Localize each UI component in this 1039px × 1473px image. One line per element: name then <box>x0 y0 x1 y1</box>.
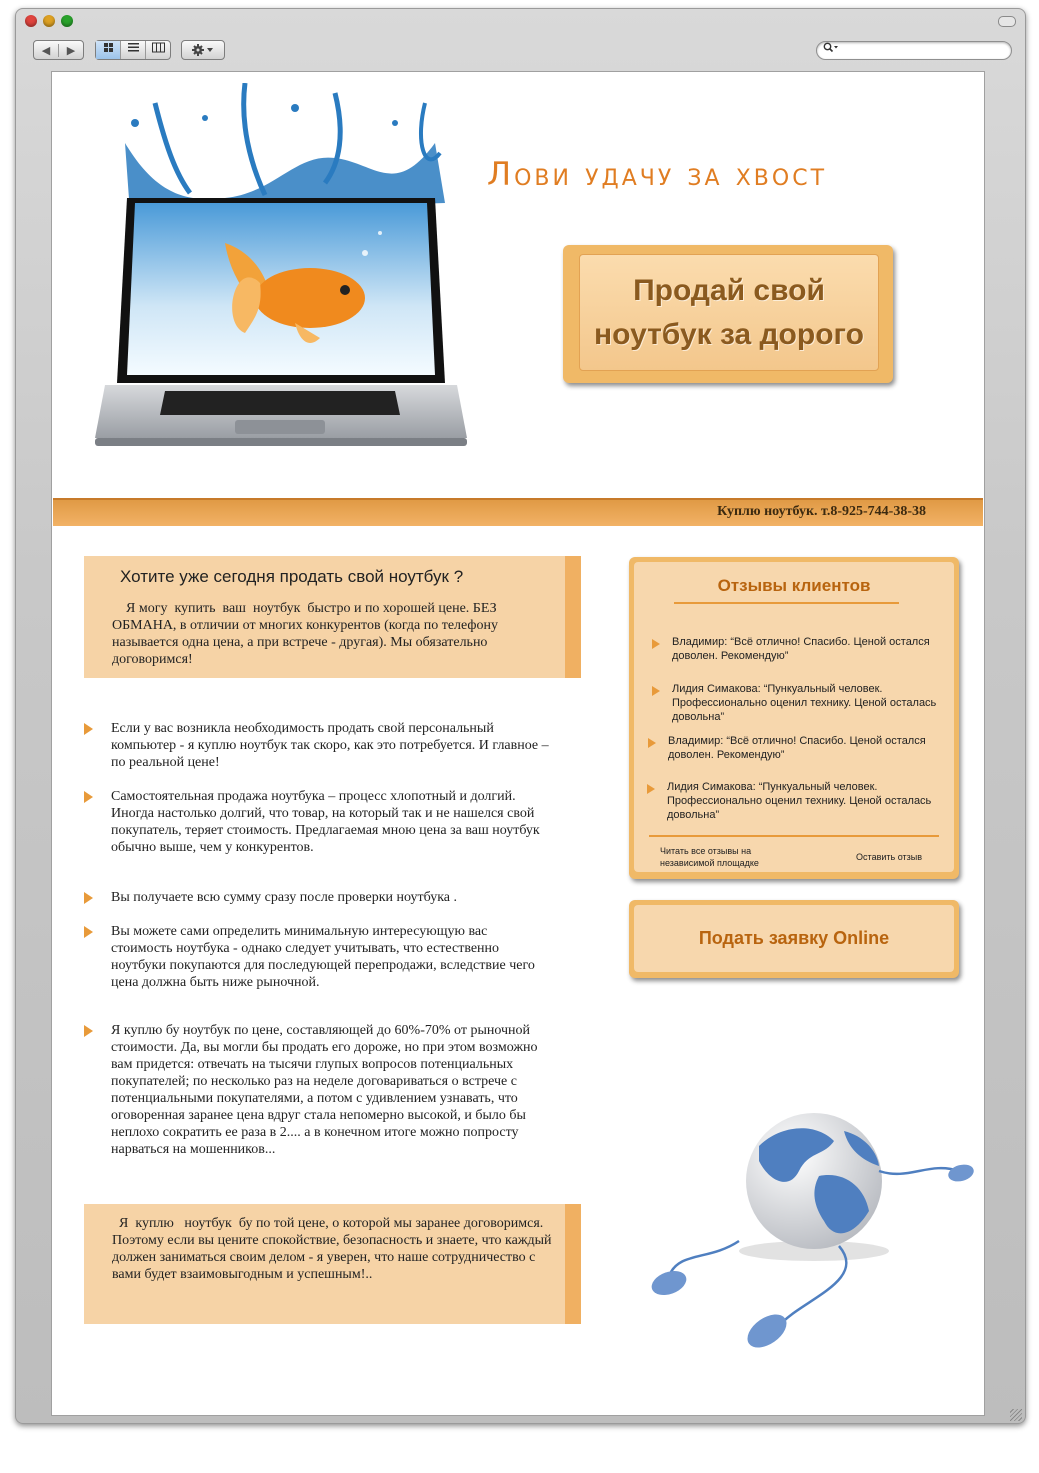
bullet-arrow-icon <box>84 892 93 904</box>
bullet-arrow-icon <box>84 926 93 938</box>
page-title: Лови удачу за хвост <box>487 155 828 193</box>
window-controls <box>25 15 73 27</box>
reviews-panel-inner <box>634 562 954 872</box>
list-item-text: Если у вас возникла необходимость продать свой персональный компьютер - я куплю ноутбук так скоро, как это потребуется. И главное – по реальной цене! <box>111 721 549 770</box>
review-text: Лидия Симакова: “Пункуальный человек. Профессионально оценил технику. Ценой осталась довольна” <box>672 683 937 723</box>
list-item-text: Вы получаете всю сумму сразу после проверки ноутбука . <box>111 890 458 905</box>
list-item <box>81 720 551 771</box>
banner-line-1: Продай свой <box>633 273 825 307</box>
list-item-text: Я куплю бу ноутбук по цене, составляющей до 60%-70% от рыночной стоимости. Да, вы могли бы продать его дороже, но при этом возможно вам придется: отвечать на тысячи глупых вопросов потенциальных покупателей; по несколько раз на неделе договариваться о встрече с потенциальными покупателями, а потом с удивлением узнавать, что оговоренная заранее цена вдруг стала непомерно высокой, и было бы неплохо сократить ее раза в 2.... а в конечном итоге можно попросту нарваться на мошенников... <box>111 1023 538 1157</box>
page-content <box>51 71 985 1416</box>
review-text: Владимир: “Всё отлично! Спасибо. Ценой остался доволен. Рекомендую” <box>672 636 930 662</box>
list-item <box>81 1022 551 1158</box>
sell-laptop-banner-inner <box>579 254 879 371</box>
reviews-divider-top <box>674 602 899 604</box>
bullet-arrow-icon <box>648 738 656 748</box>
toolbar-toggle-button[interactable] <box>998 16 1016 27</box>
bullet-arrow-icon <box>647 784 655 794</box>
window-resize-grip[interactable] <box>1010 1409 1022 1421</box>
columns-view-button[interactable] <box>145 41 170 59</box>
bullet-arrow-icon <box>84 791 93 803</box>
mouse-right <box>946 1162 974 1184</box>
list-item <box>81 923 551 991</box>
submit-request-online-button[interactable] <box>629 900 959 978</box>
back-button[interactable]: ◀ <box>41 44 51 57</box>
mouse-bottom <box>742 1308 793 1351</box>
review-text: Владимир: “Всё отлично! Спасибо. Ценой остался доволен. Рекомендую” <box>668 735 926 761</box>
list-item-text: Вы можете сами определить минимальную интересующую вас стоимость ноутбука - однако следует учитывать, что естественно ноутбуки покупаются для последующей перепродажи, вследствие чего цена должна быть ниже рыночной. <box>111 924 535 990</box>
intro-text: Я могу купить ваш ноутбук быстро и по хорошей цене. БЕЗ ОБМАНА, в отличии от многих конкурентов (когда по телефону называется одна цена, а при встрече - другая). Мы обязательно договоримся! <box>112 601 502 667</box>
search-field[interactable] <box>816 41 1012 60</box>
grid-icon <box>103 42 114 53</box>
page-viewport <box>51 71 985 1416</box>
columns-icon <box>152 42 165 53</box>
read-all-reviews-link[interactable]: Читать все отзывы на независимой площадке <box>660 846 759 868</box>
closing-box <box>84 1204 581 1324</box>
review-item <box>667 780 937 822</box>
intro-heading: Хотите уже сегодня продать свой ноутбук ? <box>120 567 464 586</box>
browser-window <box>15 8 1026 1424</box>
review-item <box>668 734 938 762</box>
action-menu-button[interactable] <box>181 40 225 60</box>
minimize-window-button[interactable] <box>43 15 55 27</box>
globe-mice-illustration <box>639 1101 974 1351</box>
list-icon <box>128 42 139 53</box>
grid-view-button[interactable] <box>96 41 120 59</box>
sell-laptop-banner-button[interactable] <box>563 245 893 383</box>
list-item-text: Самостоятельная продажа ноутбука – процесс хлопотный и долгий. Иногда настолько долгий, что товар, на который так и не нашелся свой покупатель, теряет стоимость. Предлагаемая мною цена за ваш ноутбук обычно выше, чем у конкурентов. <box>111 789 540 855</box>
bullet-arrow-icon <box>84 1025 93 1037</box>
zoom-window-button[interactable] <box>61 15 73 27</box>
forward-button[interactable]: ▶ <box>58 44 83 57</box>
leave-review-link[interactable]: Оставить отзыв <box>856 852 922 862</box>
view-buttons <box>95 40 171 60</box>
closing-text: Я куплю ноутбук бу по той цене, о которой мы заранее договоримся. Поэтому если вы цените спокойствие, безопасность и знаете, что каждый должен заниматься своим делом - я уверен, что наше сотрудничество с вами будет взаимовыгодным и успешным!.. <box>112 1216 556 1282</box>
reviews-divider-bottom <box>649 835 939 837</box>
intro-box <box>84 556 581 678</box>
bullet-arrow-icon <box>652 639 660 649</box>
review-item <box>672 635 942 663</box>
contact-phone: Куплю ноутбук. т.8-925-744-38-38 <box>717 504 926 519</box>
reviews-title: Отзывы клиентов <box>717 576 871 595</box>
review-item <box>672 682 942 724</box>
submit-request-label: Подать заявку Online <box>634 905 954 972</box>
review-text: Лидия Симакова: “Пункуальный человек. Профессионально оценил технику. Ценой осталась довольна” <box>667 781 932 821</box>
list-item <box>81 788 551 856</box>
close-window-button[interactable] <box>25 15 37 27</box>
contact-stripe <box>53 498 983 526</box>
bullet-arrow-icon <box>84 723 93 735</box>
bullet-arrow-icon <box>652 686 660 696</box>
list-item <box>81 889 551 906</box>
search-icon <box>823 42 839 53</box>
gear-icon <box>192 44 214 56</box>
list-view-button[interactable] <box>120 41 145 59</box>
laptop-goldfish-illustration <box>95 83 467 458</box>
reviews-panel <box>629 557 959 879</box>
nav-buttons <box>33 40 84 60</box>
banner-line-2: ноутбук за дорого <box>594 317 864 351</box>
mouse-left <box>648 1267 689 1300</box>
